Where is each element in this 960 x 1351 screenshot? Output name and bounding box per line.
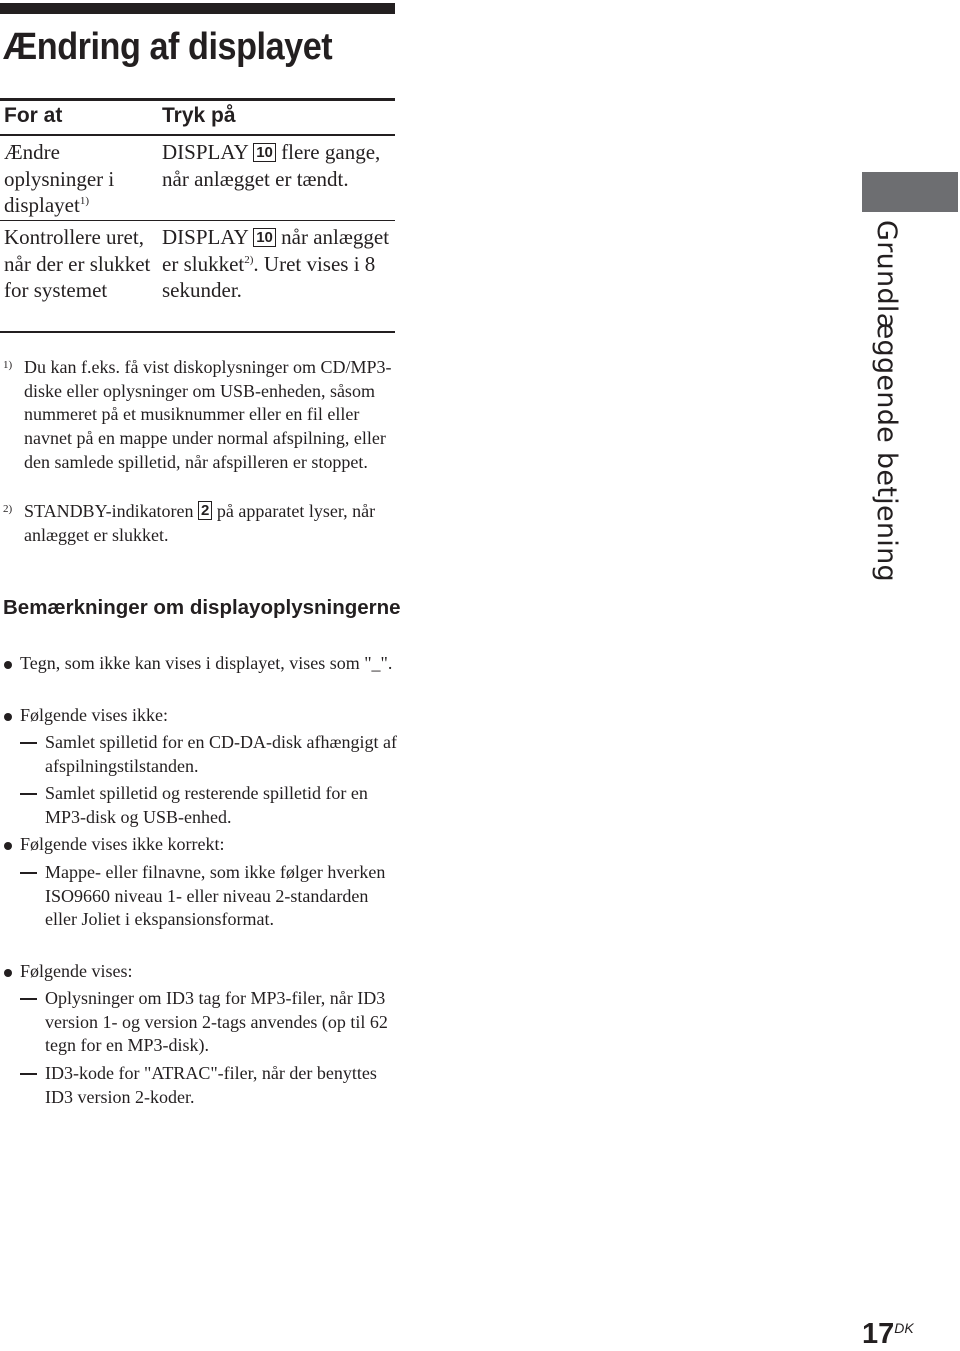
- footnote-mark: 1): [3, 359, 13, 371]
- page-title: Ændring af displayet: [3, 26, 333, 68]
- table-cell-action: [4, 224, 154, 304]
- list-item-text: ID3-kode for "ATRAC"-filer, når der benyttes ID3 version 2-koder.: [45, 1063, 377, 1107]
- dash-icon: [20, 1073, 37, 1075]
- footnote-text: Du kan f.eks. få vist diskoplysninger om CD/MP3-diske eller oplysninger om USB-enheden, såsom nummeret på et musiknummer eller en fil eller navnet på en mappe under normal afspilning, eller den samlede spilletid, når afspilleren er stoppet.: [24, 357, 392, 472]
- dash-icon: [20, 742, 37, 744]
- list-item-text: Samlet spilletid for en CD-DA-disk afhængigt af afspilningstilstanden.: [45, 732, 397, 776]
- table-row: [0, 221, 395, 333]
- column-header-tryk-paa: Tryk på: [162, 104, 236, 127]
- page-number-value: 17: [862, 1318, 895, 1350]
- section-tab-marker: [862, 172, 958, 212]
- bullet-icon: [4, 842, 12, 850]
- table-cell-press: [162, 139, 394, 192]
- list-item-text: Samlet spilletid og resterende spilletid for en MP3-disk og USB-enhed.: [45, 783, 368, 827]
- footnote-text: [24, 500, 396, 547]
- footnote-text-pre: STANDBY-indikatoren: [24, 501, 194, 521]
- press-text: flere gange, når anlægget er tændt.: [162, 140, 381, 191]
- top-rule: [0, 3, 395, 14]
- footnote-mark: 2): [3, 503, 13, 515]
- page-number-suffix: DK: [894, 1320, 914, 1336]
- key-number-badge: 2: [198, 501, 212, 520]
- table-cell-press: [162, 224, 394, 304]
- list-item-text: Mappe- eller filnavne, som ikke følger hverken ISO9660 niveau 1- eller niveau 2-standarden eller Joliet i ekspansionsformat.: [45, 862, 386, 930]
- list-item-text: Følgende vises:: [20, 961, 133, 981]
- instruction-table: [0, 98, 395, 333]
- column-header-for-at: For at: [4, 104, 63, 127]
- dash-icon: [20, 872, 37, 874]
- bullet-icon: [4, 661, 12, 669]
- table-cell-action: [4, 139, 154, 219]
- press-text-tail: . Uret vises i 8 sekunder.: [162, 251, 376, 302]
- bullet-icon: [4, 969, 12, 977]
- action-text: Ændre oplysninger i displayet: [4, 140, 115, 217]
- list-item-text: Tegn, som ikke kan vises i displayet, vises som "_".: [20, 653, 393, 673]
- notes-heading: Bemærkninger om displayoplysningerne: [3, 596, 401, 619]
- press-text: når anlægget er slukket: [162, 225, 390, 276]
- table-row: [0, 136, 395, 221]
- dash-icon: [20, 998, 37, 1000]
- key-number-badge: 10: [253, 228, 276, 247]
- action-text: Kontrollere uret, når der er slukket for systemet: [4, 225, 151, 302]
- button-name: DISPLAY: [162, 225, 248, 249]
- footnote-ref: 2): [244, 253, 254, 266]
- key-number-badge: 10: [253, 143, 276, 162]
- button-name: DISPLAY: [162, 140, 248, 164]
- footnote-text-post: på apparatet lyser, når anlægget er slukket.: [24, 501, 376, 545]
- list-item-text: Følgende vises ikke korrekt:: [20, 834, 225, 854]
- bullet-icon: [4, 713, 12, 721]
- page-number: [862, 1318, 914, 1351]
- dash-icon: [20, 793, 37, 795]
- list-item-text: Oplysninger om ID3 tag for MP3-filer, når ID3 version 1- og version 2-tags anvendes (op til 62 tegn for en MP3-disk).: [45, 988, 388, 1056]
- section-tab-label: Grundlæggende betjening: [871, 220, 902, 582]
- table-header: [0, 98, 395, 136]
- footnote-ref: 1): [79, 195, 89, 207]
- list-item-text: Følgende vises ikke:: [20, 705, 168, 725]
